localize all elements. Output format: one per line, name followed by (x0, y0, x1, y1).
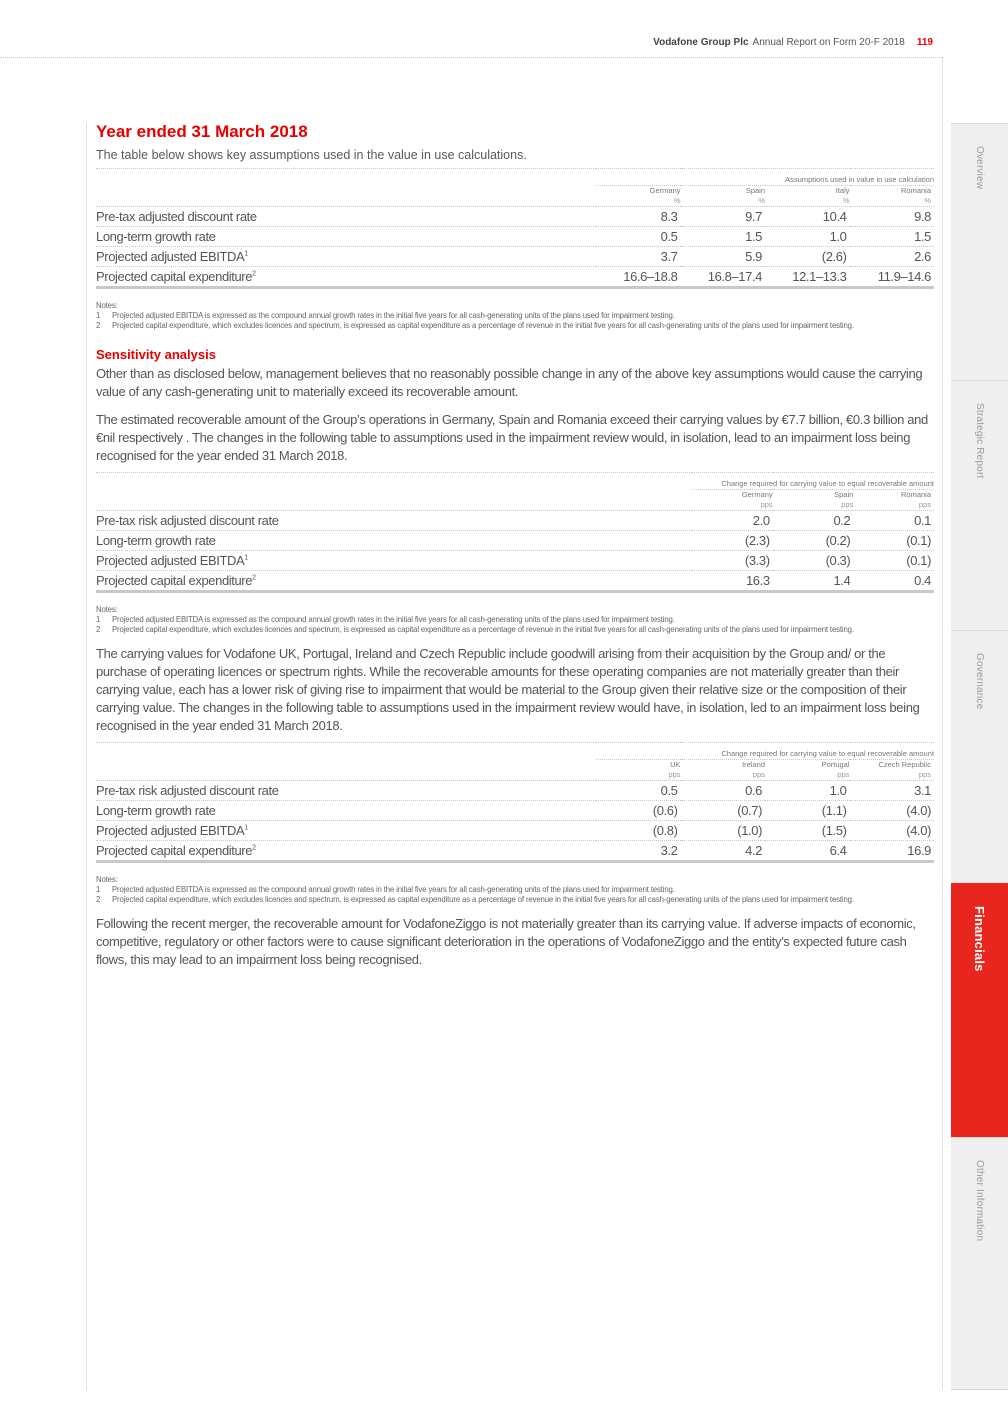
table-row: Projected capital expenditure$^2$ 3.2 4.2 6.4 16.9 (96, 841, 934, 862)
table-notes: Notes: 1 Projected adjusted EBITDA is expressed as the compound annual growth rates in the initial five years for all cash-generating units of the plans used for impairment testing. 2 Projected capital expenditure, which excludes licences and spectrum, is expressed as capital expenditure as a percentage of revenue in the initial five years for all cash-generating units of the plans used for impairment testing. (96, 301, 854, 330)
row-label: Projected capital expenditure$^2$ (96, 267, 596, 288)
table-notes: Notes: 1 Projected adjusted EBITDA is expressed as the compound annual growth rates in the initial five years for all cash-generating units of the plans used for impairment testing. 2 Projected capital expenditure, which excludes licences and spectrum, is expressed as capital expenditure as a percentage of revenue in the initial five years for all cash-generating units of the plans used for impairment testing. (96, 605, 854, 634)
report-title: Annual Report on Form 20-F 2018 (752, 37, 905, 48)
row-label: Long-term growth rate (96, 531, 692, 551)
row-label: Long-term growth rate (96, 227, 596, 247)
column-header: Germany % (649, 186, 681, 205)
row-label: Pre-tax risk adjusted discount rate (96, 511, 692, 531)
main-content (96, 121, 934, 969)
vodafoneziggo-paragraph: Following the recent merger, the recoverable amount for VodafoneZiggo is not materially greater than its carrying value. If adverse impacts of economic, competitive, regulatory or other factors were to cause significant deterioration in the operations of VodafoneZiggo and the entity’s expected future cash flows, this may lead to an impairment loss being recognised. (96, 916, 916, 967)
side-tab-overview[interactable] (951, 123, 1008, 380)
table-row: Pre-tax risk adjusted discount rate 0.5 0.6 1.0 3.1 (96, 781, 934, 801)
table-row: Projected adjusted EBITDA$^1$ (0.8) (1.0) (1.5) (4.0) (96, 821, 934, 841)
side-tab-label: Governance (974, 653, 985, 710)
table-group-header: Assumptions used in value in use calculation (596, 169, 934, 186)
table-row: Projected capital expenditure$^2$ 16.6–18.8 16.8–17.4 12.1–13.3 11.9–14.6 (96, 267, 934, 288)
side-nav-bottom-rule (951, 1389, 1008, 1390)
table-row: Long-term growth rate 0.5 1.5 1.0 1.5 (96, 227, 934, 247)
carrying-values-paragraph: The carrying values for Vodafone UK, Portugal, Ireland and Czech Republic include goodwill arising from their acquisition by the Group and/ or the purchase of operating licences or spectrum rights. While the recoverable amounts for these operating companies are not materially greater than their carrying value, each has a lower risk of giving rise to impairment that would be material to the Group given their relative size or the composition of their carrying value. The changes in the following table to assumptions used in the impairment review would have, in isolation, led to an impairment loss being recognised in the year ended 31 March 2018. (96, 646, 920, 733)
sensitivity-title: Sensitivity analysis (96, 347, 216, 362)
page-number: 119 (916, 37, 933, 48)
recoverable-amount-paragraph: The estimated recoverable amount of the Group’s operations in Germany, Spain and Romania exceed their carrying values by €7.7 billion, €0.3 billion and €nil respectively . The changes in the following table to assumptions used in the impairment review would, in isolation, lead to an impairment loss being recognised for the year ended 31 March 2018. (96, 412, 928, 463)
column-header: Czech Republic pps (878, 760, 931, 779)
row-label: Projected capital expenditure$^2$ (96, 571, 692, 592)
section-title: Year ended 31 March 2018 (96, 122, 308, 141)
row-label: Pre-tax risk adjusted discount rate (96, 781, 596, 801)
table-notes: Notes: 1 Projected adjusted EBITDA is expressed as the compound annual growth rates in the initial five years for all cash-generating units of the plans used for impairment testing. 2 Projected capital expenditure, which excludes licences and spectrum, is expressed as capital expenditure as a percentage of revenue in the initial five years for all cash-generating units of the plans used for impairment testing. (96, 875, 854, 904)
column-header: Italy % (835, 186, 850, 205)
column-header: Portugal pps (821, 760, 850, 779)
sensitivity-paragraph: Other than as disclosed below, management believes that no reasonably possible change in any of the above key assumptions would cause the carrying value of any cash-generating unit to materially exceed its recoverable amount. (96, 366, 923, 399)
column-header: Romania pps (900, 490, 931, 509)
sensitivity-table-germany-spain-romania (96, 472, 934, 593)
table-group-header: Change required for carrying value to equal recoverable amount (596, 743, 934, 760)
column-header: Germany pps (741, 490, 773, 509)
page-header (653, 37, 933, 53)
side-tab-label: Other Information (974, 1160, 985, 1242)
table-row: Projected capital expenditure$^2$ 16.3 1.4 0.4 (96, 571, 934, 592)
company-name: Vodafone Group Plc (653, 37, 749, 48)
row-label: Long-term growth rate (96, 801, 596, 821)
column-header: Romania % (900, 186, 931, 205)
column-header: Ireland pps (742, 760, 765, 779)
column-header: Spain % (745, 186, 765, 205)
side-tab-label: Strategic Report (974, 403, 985, 479)
table-row: Long-term growth rate (2.3) (0.2) (0.1) (96, 531, 934, 551)
table-row: Pre-tax adjusted discount rate 8.3 9.7 10.4 9.8 (96, 207, 934, 227)
side-tab-label: Financials (972, 906, 987, 972)
content-left-rule (86, 123, 87, 1390)
sensitivity-table-uk-ireland-portugal-czech (96, 742, 934, 863)
side-tab-label: Overview (974, 146, 985, 190)
row-label: Projected adjusted EBITDA$^1$ (96, 551, 692, 571)
table-row: Projected adjusted EBITDA$^1$ 3.7 5.9 (2.6) 2.6 (96, 247, 934, 267)
table-group-header: Change required for carrying value to equal recoverable amount (692, 473, 934, 490)
assumptions-table (96, 168, 934, 289)
row-label: Projected adjusted EBITDA$^1$ (96, 821, 596, 841)
side-tab-strategic-report[interactable] (951, 380, 1008, 630)
side-tab-financials[interactable] (951, 883, 1008, 1138)
row-label: Projected capital expenditure$^2$ (96, 841, 596, 862)
table-column-headers (96, 760, 934, 781)
table-column-headers (96, 490, 934, 511)
side-tab-governance[interactable] (951, 630, 1008, 884)
page-right-border (942, 57, 943, 1389)
table-row: Long-term growth rate (0.6) (0.7) (1.1) (4.0) (96, 801, 934, 821)
table-row: Pre-tax risk adjusted discount rate 2.0 0.2 0.1 (96, 511, 934, 531)
column-header: UK pps (668, 760, 681, 779)
section-intro: The table below shows key assumptions used in the value in use calculations. (96, 148, 527, 162)
row-label: Projected adjusted EBITDA$^1$ (96, 247, 596, 267)
side-tab-other-information[interactable] (951, 1137, 1008, 1390)
header-divider (0, 57, 942, 58)
column-header: Spain pps (834, 490, 854, 509)
table-row: Projected adjusted EBITDA$^1$ (3.3) (0.3) (0.1) (96, 551, 934, 571)
row-label: Pre-tax adjusted discount rate (96, 207, 596, 227)
table-column-headers (96, 186, 934, 207)
